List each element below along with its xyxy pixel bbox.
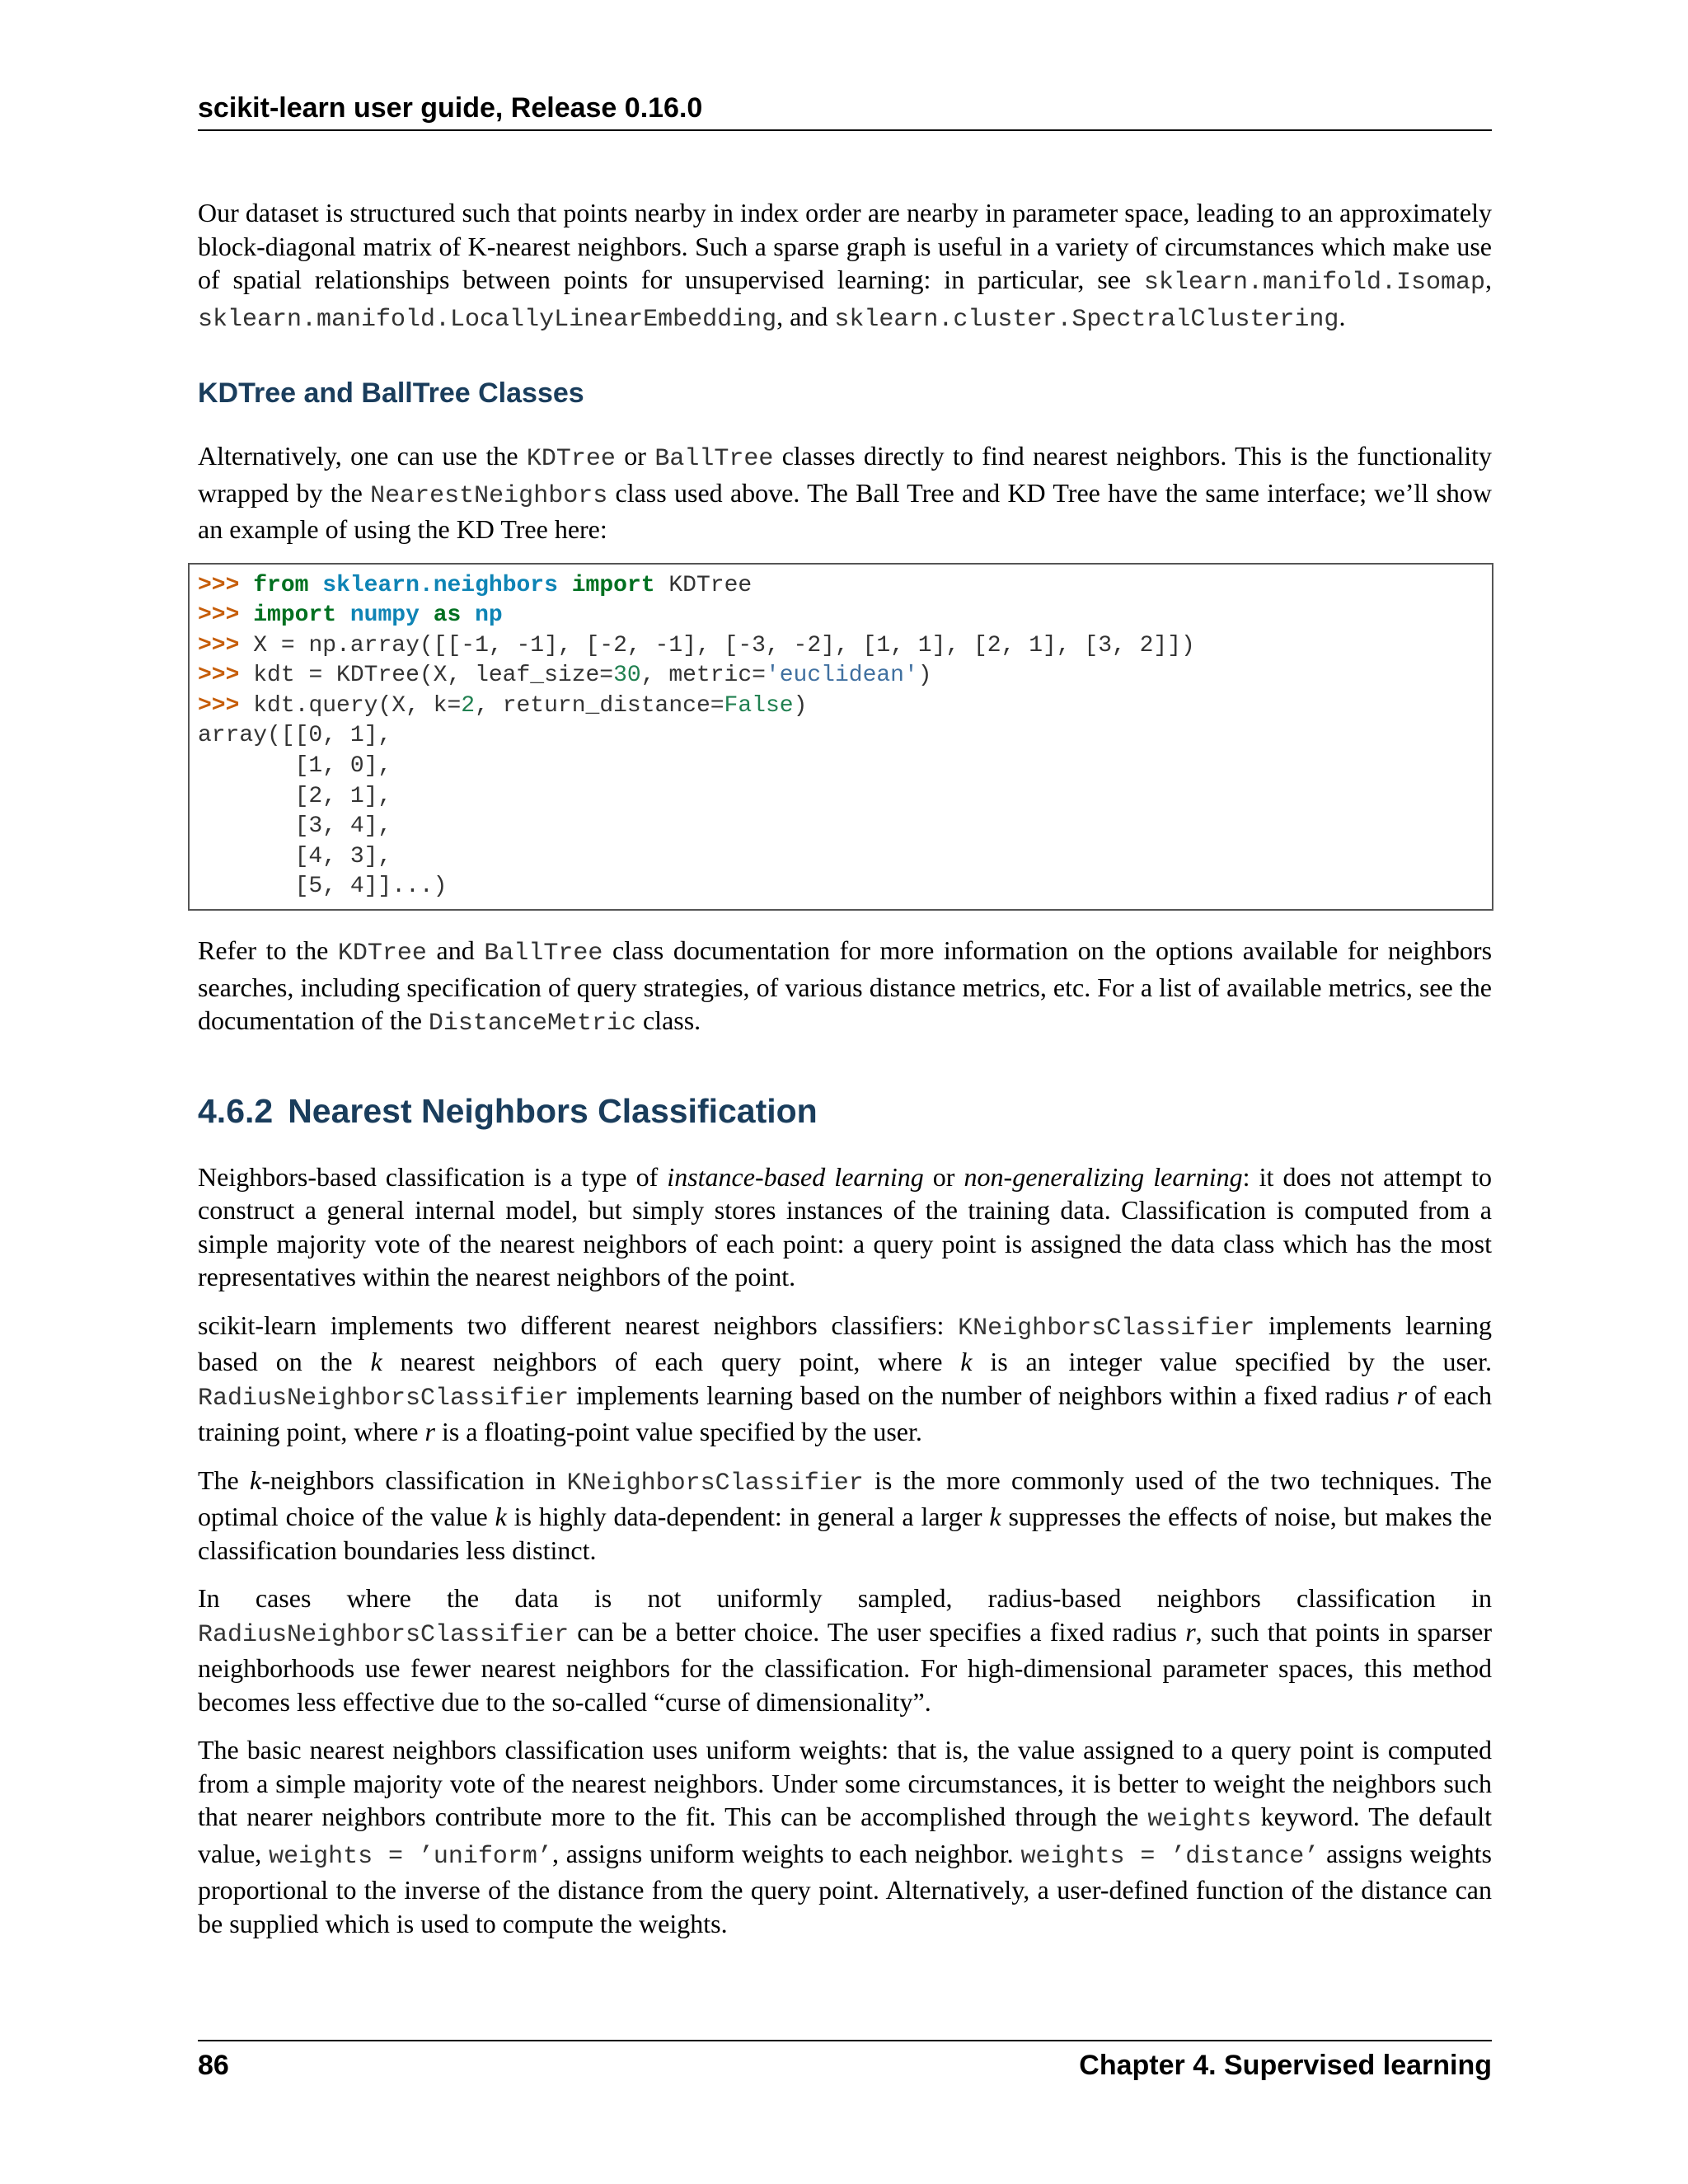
code-prompt: >>> bbox=[198, 663, 240, 689]
text: : it does not attempt to construct a general internal model, but simply stores instances of the training data. Classification is computed from a simple majority vote of the nearest neighbors of each point: a query point is assigned the data class which has the most representatives within the nearest neighbors of the point. bbox=[198, 1161, 1493, 1292]
code-text: , return_distance= bbox=[475, 692, 724, 719]
text: is highly data-dependent: in general a larger bbox=[506, 1502, 990, 1532]
code-output-line: [1, 0], bbox=[198, 753, 392, 780]
ref-nearestneighbors[interactable]: NearestNeighbors bbox=[370, 481, 608, 510]
math-var: k bbox=[495, 1502, 507, 1532]
code-output-line: array([[0, 1], bbox=[198, 723, 392, 749]
ref-balltree[interactable]: BallTree bbox=[484, 940, 603, 968]
text: keyword. The default value, bbox=[198, 1802, 1493, 1868]
text: and bbox=[426, 935, 485, 966]
code-weights-distance: weights = ’distance’ bbox=[1020, 1842, 1320, 1871]
code-line bbox=[198, 691, 1492, 722]
classification-heading bbox=[198, 1092, 1492, 1131]
section-number: 4.6.2 bbox=[198, 1091, 274, 1130]
intro-text: Our dataset is structured such that points nearby in index order are nearby in parameter space, leading to an approximately block-diagonal matrix of K-nearest neighbors. Such a sparse graph is useful in a variety of circumstances which make use of spatial relationships between points for unsupervised learning: in particular, see bbox=[198, 198, 1492, 294]
code-keyword: as bbox=[433, 602, 462, 629]
text: , such that points in sparser neighborhoods use fewer nearest neighbors for the classification. For high-dimensional parameter spaces, this method becomes less effective due to the so-called “curse of dimensionality”. bbox=[198, 1616, 1493, 1717]
code-line bbox=[198, 601, 1492, 631]
text: or bbox=[615, 441, 655, 471]
code-text: kdt = KDTree(X, leaf_size= bbox=[253, 663, 614, 689]
code-module: np bbox=[475, 602, 503, 629]
text: , assigns uniform weights to each neighbor. bbox=[551, 1838, 1021, 1868]
page-body bbox=[198, 196, 1492, 1955]
ref-kneighborsclassifier[interactable]: KNeighborsClassifier bbox=[958, 1314, 1255, 1343]
code-output-line: [5, 4]]...) bbox=[198, 874, 448, 900]
text: suppresses the effects of noise, but makes the classification boundaries less distinct. bbox=[198, 1502, 1493, 1565]
ref-kdtree[interactable]: KDTree bbox=[526, 445, 616, 473]
text: implements learning based on the number of neighbors within a fixed radius bbox=[569, 1380, 1397, 1410]
code-prompt: >>> bbox=[198, 572, 240, 598]
code-text: , metric= bbox=[640, 663, 766, 689]
text: In cases where the data is not uniformly sampled, radius-based neighbors classification in bbox=[198, 1583, 1492, 1614]
ref-spectral-clustering[interactable]: sklearn.cluster.SpectralClustering bbox=[834, 305, 1339, 334]
ref-kneighborsclassifier[interactable]: KNeighborsClassifier bbox=[566, 1469, 864, 1497]
code-module: sklearn.neighbors bbox=[322, 572, 558, 598]
text: The basic nearest neighbors classification uses uniform weights: that is, the value assigned to a query point is computed from a simple majority vote of the nearest neighbors. Under some circumstances, it is better to weight the neighbors such that nearer neighbors contribute more to the fit. This can be accomplished through the bbox=[198, 1735, 1492, 1832]
code-example-block bbox=[188, 563, 1493, 912]
ref-balltree[interactable]: BallTree bbox=[654, 445, 774, 473]
code-text: ) bbox=[793, 692, 808, 719]
code-prompt: >>> bbox=[198, 632, 240, 658]
classification-paragraph-1 bbox=[198, 1160, 1492, 1294]
kdtree-heading: KDTree and BallTree Classes bbox=[198, 377, 584, 409]
ref-distancemetric[interactable]: DistanceMetric bbox=[428, 1010, 636, 1038]
math-var: r bbox=[1185, 1616, 1196, 1647]
code-name: KDTree bbox=[668, 572, 753, 598]
code-number: 30 bbox=[613, 663, 641, 689]
code-line bbox=[198, 661, 1492, 691]
classification-paragraph-5 bbox=[198, 1733, 1492, 1940]
intro-end: . bbox=[1339, 301, 1346, 331]
text: class used above. The Ball Tree and KD Tree have the same interface; we’ll show an example of using the KD Tree here: bbox=[198, 477, 1493, 544]
code-weights: weights bbox=[1147, 1806, 1252, 1835]
text: class. bbox=[635, 1005, 701, 1036]
math-var: k bbox=[960, 1347, 973, 1377]
ref-isomap[interactable]: sklearn.manifold.Isomap bbox=[1143, 269, 1485, 297]
classification-paragraph-4 bbox=[198, 1582, 1492, 1718]
section-title: Nearest Neighbors Classification bbox=[288, 1091, 818, 1130]
page-footer bbox=[198, 2040, 1492, 2082]
code-text: ) bbox=[917, 663, 932, 689]
text: Refer to the bbox=[198, 935, 338, 966]
text: is a floating-point value specified by the user. bbox=[434, 1417, 922, 1447]
emphasis: instance-based learning bbox=[667, 1161, 924, 1192]
running-header: scikit-learn user guide, Release 0.16.0 bbox=[198, 92, 1492, 131]
code-line bbox=[198, 631, 1492, 662]
document-page bbox=[198, 0, 1492, 2184]
ref-kdtree[interactable]: KDTree bbox=[337, 940, 427, 968]
code-constant: False bbox=[724, 692, 794, 719]
intro-sep1: , bbox=[1485, 265, 1492, 294]
intro-paragraph bbox=[198, 196, 1492, 336]
classification-paragraph-2 bbox=[198, 1309, 1492, 1449]
math-var: k bbox=[989, 1502, 1001, 1532]
text: can be a better choice. The user specifies a fixed radius bbox=[569, 1616, 1186, 1647]
kdtree-paragraph-1 bbox=[198, 439, 1492, 546]
text: is an integer value specified by the user. bbox=[972, 1347, 1493, 1377]
text: of each training point, where bbox=[198, 1380, 1493, 1447]
text: The bbox=[198, 1465, 251, 1495]
text: nearest neighbors of each query point, where bbox=[382, 1347, 961, 1377]
page-number: 86 bbox=[198, 2050, 229, 2081]
text: is the more commonly used of the two techniques. The optimal choice of the value bbox=[198, 1465, 1493, 1532]
code-prompt: >>> bbox=[198, 602, 240, 629]
ref-radiusneighborsclassifier[interactable]: RadiusNeighborsClassifier bbox=[198, 1620, 570, 1649]
code-keyword: from bbox=[253, 572, 309, 598]
intro-sep2: , and bbox=[776, 301, 835, 331]
code-output-line: [4, 3], bbox=[198, 843, 392, 869]
math-var: r bbox=[424, 1417, 435, 1447]
chapter-title: Chapter 4. Supervised learning bbox=[1079, 2050, 1492, 2081]
text: implements learning based on the bbox=[198, 1310, 1493, 1377]
code-output-line: [2, 1], bbox=[198, 783, 392, 809]
code-text: kdt.query(X, k= bbox=[253, 692, 462, 719]
text: scikit-learn implements two different nearest neighbors classifiers: bbox=[198, 1310, 959, 1340]
text: Alternatively, one can use the bbox=[198, 441, 527, 471]
math-var: r bbox=[1396, 1380, 1407, 1410]
code-string: 'euclidean' bbox=[765, 663, 918, 689]
text: or bbox=[923, 1161, 964, 1192]
code-number: 2 bbox=[461, 692, 476, 719]
code-line bbox=[198, 571, 1492, 602]
code-weights-uniform: weights = ’uniform’ bbox=[269, 1842, 552, 1871]
text: classes directly to find nearest neighbors. This is the functionality wrapped by the bbox=[198, 441, 1493, 508]
code-keyword: import bbox=[571, 572, 655, 598]
text: class documentation for more information on the options available for neighbors searches, including specification of query strategies, of various distance metrics, etc. For a list of available metrics, see the documentation of the bbox=[198, 935, 1493, 1036]
code-output-line: [3, 4], bbox=[198, 813, 392, 840]
ref-radiusneighborsclassifier[interactable]: RadiusNeighborsClassifier bbox=[198, 1384, 570, 1413]
text: assigns weights proportional to the inverse of the distance from the query point. Alternatively, a user-defined function of the distance can be supplied which is used to compute the weights. bbox=[198, 1838, 1493, 1938]
math-var: k bbox=[250, 1465, 262, 1495]
code-text: X = np.array([[-1, -1], [-2, -1], [-3, -2], [1, 1], [2, 1], [3, 2]]) bbox=[253, 632, 1195, 658]
text: -neighbors classification in bbox=[261, 1465, 567, 1495]
emphasis: non-generalizing learning bbox=[964, 1161, 1243, 1192]
kdtree-paragraph-2 bbox=[198, 934, 1492, 1041]
code-module: numpy bbox=[349, 602, 420, 629]
text: Neighbors-based classification is a type of bbox=[198, 1161, 668, 1192]
math-var: k bbox=[370, 1347, 382, 1377]
ref-lle[interactable]: sklearn.manifold.LocallyLinearEmbedding bbox=[198, 305, 777, 334]
code-prompt: >>> bbox=[198, 692, 240, 719]
code-keyword: import bbox=[253, 602, 337, 629]
classification-paragraph-3 bbox=[198, 1464, 1492, 1568]
